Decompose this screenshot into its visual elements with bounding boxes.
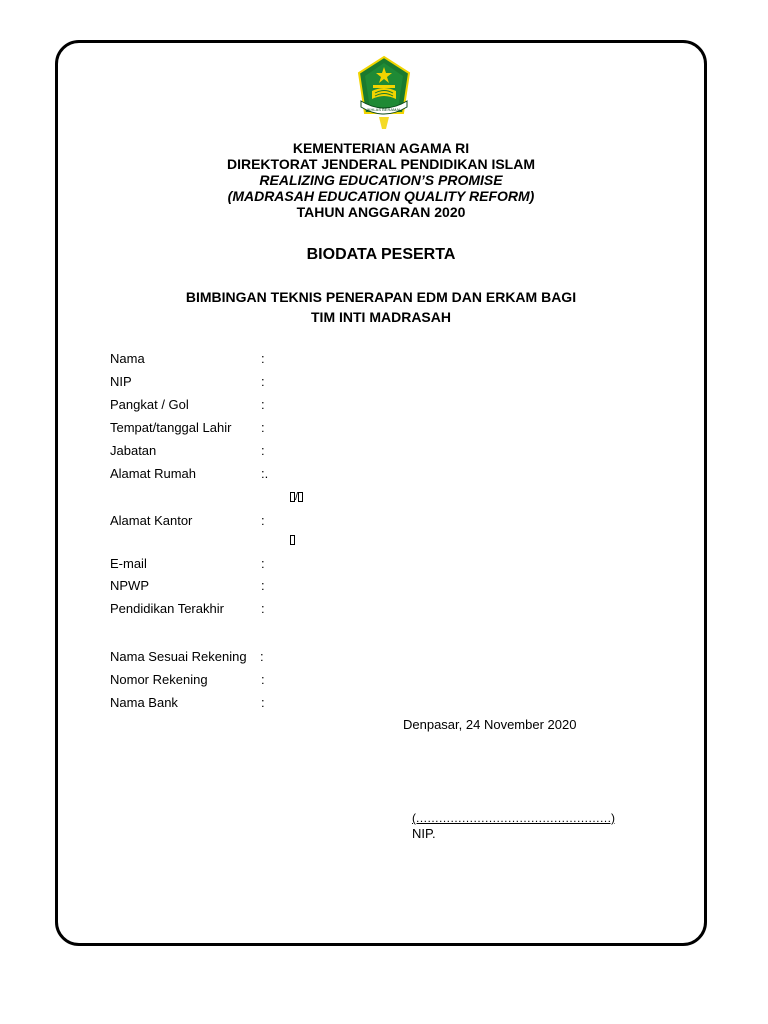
field-tempat-lahir xyxy=(110,419,265,437)
field-nama-bank xyxy=(110,694,265,712)
field-pendidikan xyxy=(110,600,265,618)
field-colon: :. xyxy=(261,466,269,481)
missing-glyph-icon xyxy=(298,492,303,502)
subtitle-line-2: TIM INTI MADRASAH xyxy=(311,309,451,325)
header-directorate: DIREKTORAT JENDERAL PENDIDIKAN ISLAM xyxy=(226,156,536,172)
header-program-sub: (MADRASAH EDUCATION QUALITY REFORM) xyxy=(227,188,535,204)
field-label: NPWP xyxy=(110,578,149,593)
field-label: NIP xyxy=(110,374,132,389)
signature-nip: NIP. xyxy=(412,826,436,841)
field-colon: : xyxy=(261,601,265,616)
header-ministry: KEMENTERIAN AGAMA RI xyxy=(292,140,470,156)
field-label: Nama Bank xyxy=(110,695,178,710)
field-nama-rekening xyxy=(110,648,264,666)
field-colon: : xyxy=(261,556,265,571)
field-colon: : xyxy=(261,578,265,593)
field-colon: : xyxy=(261,351,265,366)
kementerian-agama-logo-icon xyxy=(355,55,413,133)
field-nomor-rekening xyxy=(110,671,265,689)
field-colon: : xyxy=(261,513,265,528)
field-label: Tempat/tanggal Lahir xyxy=(110,420,232,435)
field-colon: : xyxy=(261,397,265,412)
field-colon: : xyxy=(261,374,265,389)
field-label: Nomor Rekening xyxy=(110,672,208,687)
field-colon: : xyxy=(261,672,265,687)
field-jabatan xyxy=(110,442,265,460)
field-label: Nama Sesuai Rekening xyxy=(110,649,247,664)
field-nama xyxy=(110,350,265,368)
signature-line: (……………………………………………) xyxy=(412,811,615,825)
field-label: Nama xyxy=(110,351,145,366)
field-label: Alamat Kantor xyxy=(110,513,193,528)
field-label: Alamat Rumah xyxy=(110,466,196,481)
field-email xyxy=(110,555,265,573)
missing-glyph-home xyxy=(290,491,303,503)
logo-ribbon-text: IKHLAS BERAMAL xyxy=(366,107,402,112)
field-colon: : xyxy=(261,695,265,710)
field-alamat-rumah xyxy=(110,465,269,483)
field-colon: : xyxy=(261,420,265,435)
page-subtitle xyxy=(55,287,707,327)
header-program: REALIZING EDUCATION’S PROMISE xyxy=(259,172,503,188)
institution-header xyxy=(55,140,707,220)
field-colon: : xyxy=(260,649,264,664)
field-npwp xyxy=(110,577,265,595)
field-label: E-mail xyxy=(110,556,147,571)
field-pangkat xyxy=(110,396,265,414)
field-label: Jabatan xyxy=(110,443,157,458)
field-label: Pendidikan Terakhir xyxy=(110,601,224,616)
field-label: Pangkat / Gol xyxy=(110,397,189,412)
signature-place-date: Denpasar, 24 November 2020 xyxy=(403,717,577,732)
glyph-separator: / xyxy=(295,491,299,503)
missing-glyph-icon xyxy=(290,535,295,545)
header-year: TAHUN ANGGARAN 2020 xyxy=(296,204,466,220)
page-title: BIODATA PESERTA xyxy=(306,246,456,263)
field-colon: : xyxy=(261,443,265,458)
field-nip xyxy=(110,373,265,391)
missing-glyph-office xyxy=(290,534,295,546)
field-alamat-kantor xyxy=(110,512,265,530)
subtitle-line-1: BIMBINGAN TEKNIS PENERAPAN EDM DAN ERKAM BAGI xyxy=(185,289,577,305)
